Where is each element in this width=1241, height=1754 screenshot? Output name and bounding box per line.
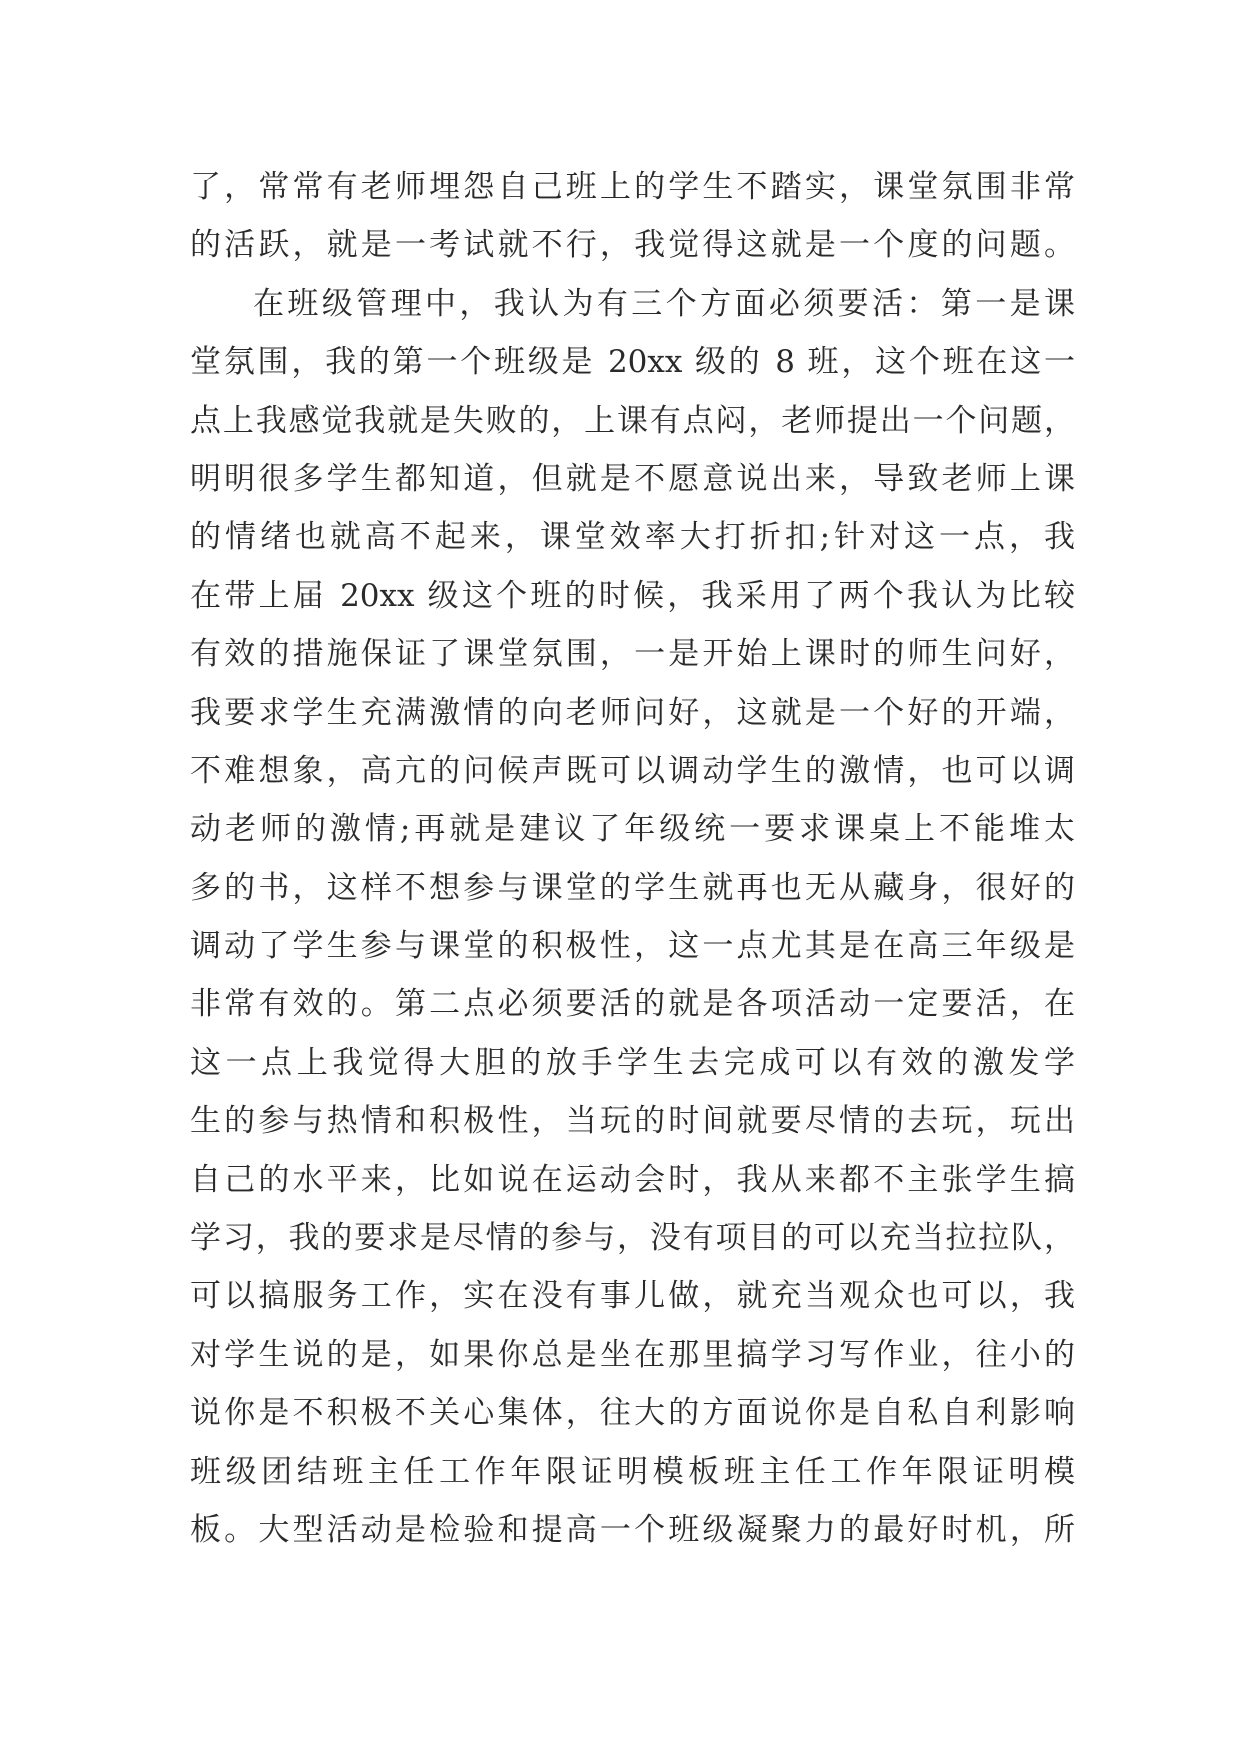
text-line: 说你是不积极不关心集体，往大的方面说你是自私自利影响	[190, 1395, 1075, 1432]
text-line: 学习，我的要求是尽情的参与，没有项目的可以充当拉拉队，	[190, 1220, 1075, 1257]
text-line: 我要求学生充满激情的向老师问好，这就是一个好的开端，	[190, 694, 1075, 731]
body-text	[190, 158, 1075, 1559]
text-line: 多的书，这样不想参与课堂的学生就再也无从藏身，很好的	[190, 869, 1075, 906]
text-line: 点上我感觉我就是失败的，上课有点闷，老师提出一个问题，	[190, 402, 1075, 439]
text-line: 调动了学生参与课堂的积极性，这一点尤其是在高三年级是	[190, 928, 1075, 965]
text-line: 动老师的激情;再就是建议了年级统一要求课桌上不能堆太	[190, 811, 1075, 848]
text-line: 有效的措施保证了课堂氛围，一是开始上课时的师生问好，	[190, 636, 1075, 673]
text-line: 了，常常有老师埋怨自己班上的学生不踏实，课堂氛围非常	[190, 169, 1075, 205]
text-line: 板。大型活动是检验和提高一个班级凝聚力的最好时机，所	[190, 1511, 1075, 1548]
text-line: 班级团结班主任工作年限证明模板班主任工作年限证明模	[190, 1453, 1075, 1490]
text-line: 生的参与热情和积极性，当玩的时间就要尽情的去玩，玩出	[190, 1103, 1075, 1140]
text-line: 不难想象，高亢的问候声既可以调动学生的激情，也可以调	[190, 752, 1075, 789]
paragraph-start-line: 在班级管理中，我认为有三个方面必须要活：第一是课	[253, 285, 1075, 322]
text-line: 非常有效的。第二点必须要活的就是各项活动一定要活，在	[190, 986, 1075, 1023]
text-line: 可以搞服务工作，实在没有事儿做，就充当观众也可以，我	[190, 1278, 1075, 1315]
text-line: 这一点上我觉得大胆的放手学生去完成可以有效的激发学	[190, 1044, 1075, 1081]
text-line: 自己的水平来，比如说在运动会时，我从来都不主张学生搞	[190, 1161, 1075, 1198]
text-line: 对学生说的是，如果你总是坐在那里搞学习写作业，往小的	[190, 1336, 1075, 1373]
text-line: 的情绪也就高不起来，课堂效率大打折扣;针对这一点，我	[190, 519, 1075, 556]
text-line: 明明很多学生都知道，但就是不愿意说出来，导致老师上课	[190, 460, 1075, 497]
text-line: 的活跃，就是一考试就不行，我觉得这就是一个度的问题。	[190, 227, 1075, 264]
text-line: 在带上届 20xx 级这个班的时候，我采用了两个我认为比较	[190, 577, 1075, 614]
text-line: 堂氛围，我的第一个班级是 20xx 级的 8 班，这个班在这一	[190, 344, 1075, 381]
